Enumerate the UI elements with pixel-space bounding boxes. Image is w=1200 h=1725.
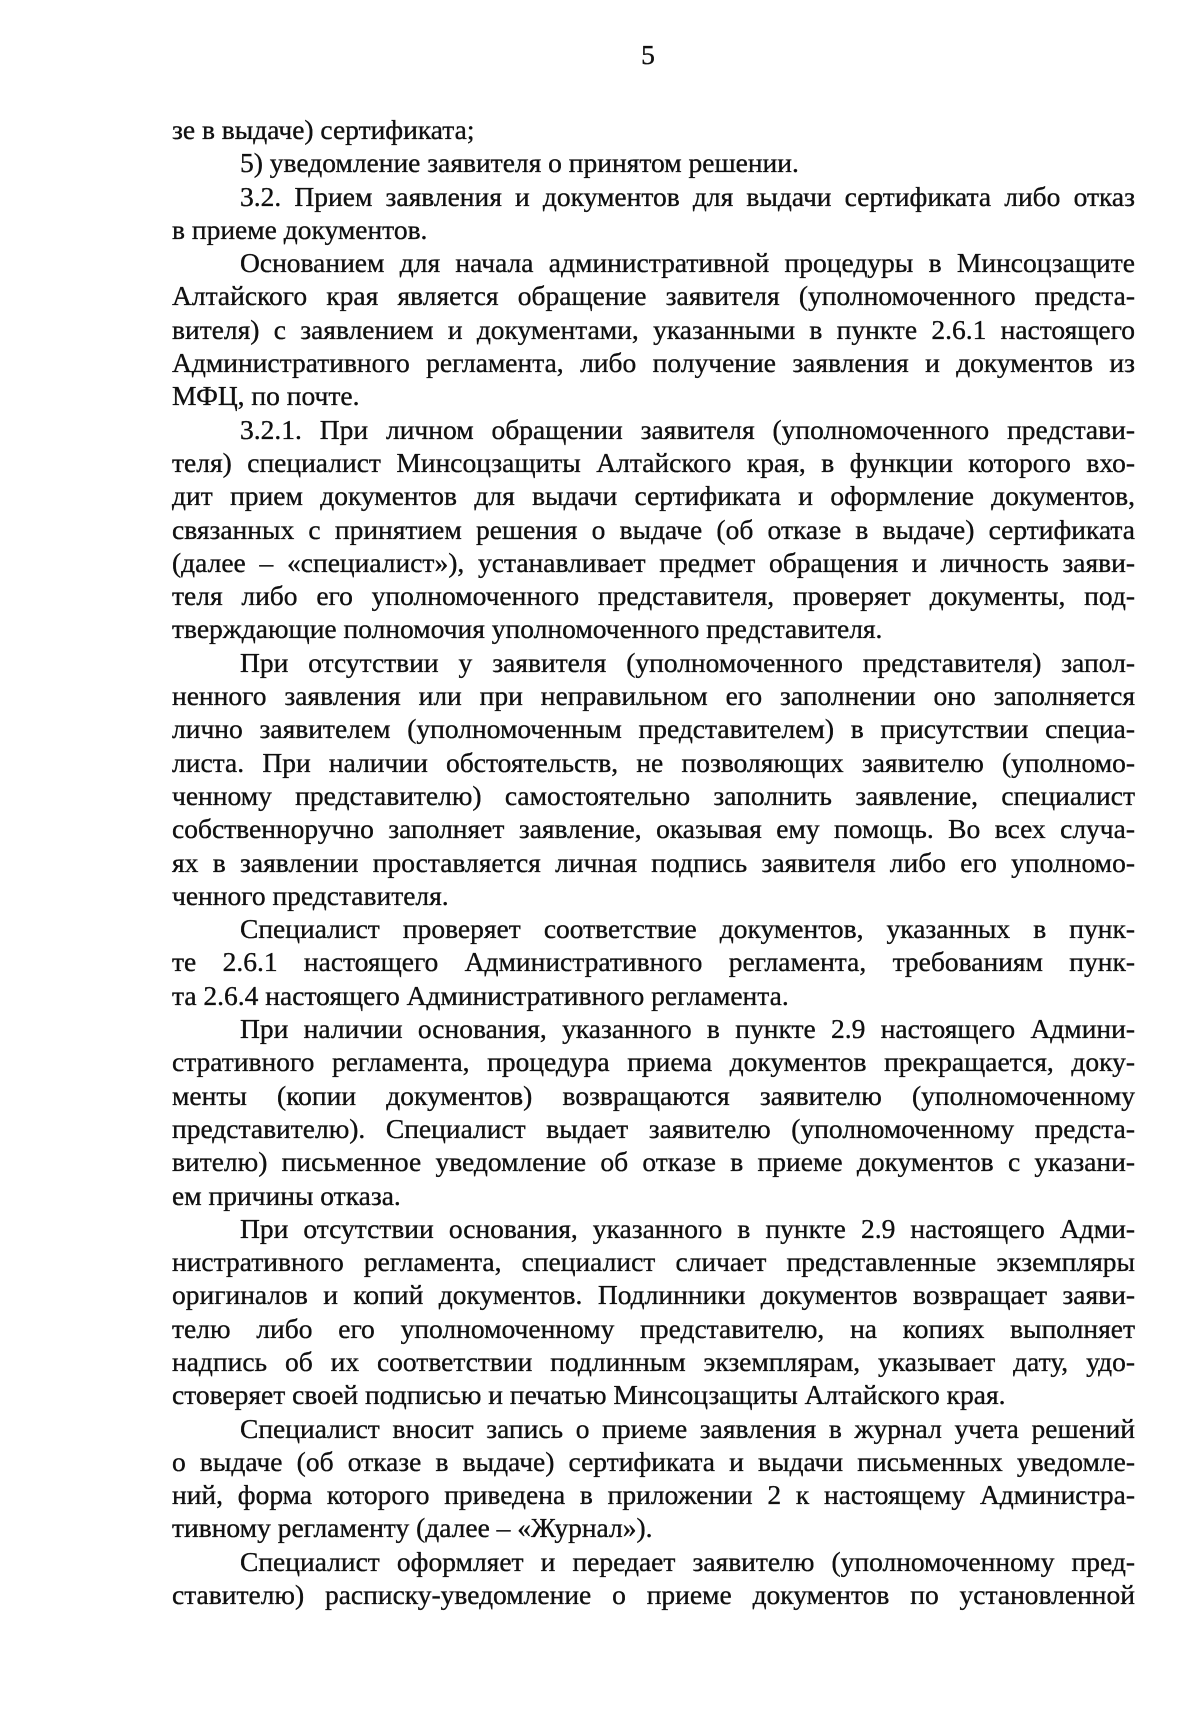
text-line: дит прием документов для выдачи сертификата и оформление документов,	[172, 480, 1135, 512]
text-line: ставителю) расписку-уведомление о приеме документов по установленной	[172, 1579, 1135, 1611]
text-line: МФЦ, по почте.	[172, 380, 360, 412]
text-line: зе в выдаче) сертификата;	[172, 114, 475, 145]
text-line: вителя) с заявлением и документами, указанными в пункте 2.6.1 настоящего	[172, 313, 1135, 345]
text-line: лично заявителем (уполномоченным представителем) в присутствии специа-	[172, 713, 1135, 745]
text-line: та 2.6.4 настоящего Административного регламента.	[172, 979, 789, 1011]
paragraph-document-verification	[172, 912, 1135, 1012]
section-3-2-heading	[172, 180, 1135, 247]
text-line: связанных с принятием решения о выдаче (об отказе в выдаче) сертификата	[172, 513, 1135, 545]
text-line: ченного представителя.	[172, 879, 449, 911]
text-line: теля) специалист Минсоцзащиты Алтайского края, в функции которого вхо-	[172, 446, 1135, 478]
paragraph-refusal-grounds	[172, 1012, 1135, 1212]
text-line: телю либо его уполномоченному представителю, на копиях выполняет	[172, 1312, 1135, 1344]
text-line: При наличии основания, указанного в пункте 2.9 настоящего Админи-	[240, 1013, 1135, 1045]
text-line: При отсутствии у заявителя (уполномоченного представителя) запол-	[240, 646, 1135, 678]
text-line: ненного заявления или при неправильном его заполнении оно заполняется	[172, 680, 1135, 712]
text-line: ний, форма которого приведена в приложении 2 к настоящему Администра-	[172, 1479, 1135, 1511]
page-number: 5	[641, 39, 655, 70]
text-line: 3.2.1. При личном обращении заявителя (уполномоченного представи-	[240, 413, 1135, 445]
text-line: собственноручно заполняет заявление, оказывая ему помощь. Во всех случа-	[172, 813, 1135, 845]
text-line: представителю). Специалист выдает заявителю (уполномоченному предста-	[172, 1112, 1135, 1144]
text-line: тивному регламенту (далее – «Журнал»).	[172, 1512, 653, 1544]
text-line: ях в заявлении проставляется личная подпись заявителя либо его уполномо-	[172, 846, 1135, 878]
text-line: менты (копии документов) возвращаются заявителю (уполномоченному	[172, 1079, 1135, 1111]
text-line: оригиналов и копий документов. Подлинники документов возвращает заяви-	[172, 1279, 1135, 1311]
paragraph-copy-certification	[172, 1212, 1135, 1412]
text-line: (далее – «специалист»), устанавливает предмет обращения и личность заяви-	[172, 546, 1135, 578]
text-line: Основанием для начала административной процедуры в Минсоцзащите	[240, 247, 1135, 279]
paragraph-procedure-grounds	[172, 246, 1135, 412]
text-line: Алтайского края является обращение заявителя (уполномоченного предста-	[172, 280, 1135, 312]
text-line: Специалист проверяет соответствие документов, указанных в пунк-	[240, 913, 1135, 945]
text-line: стративного регламента, процедура приема документов прекращается, доку-	[172, 1046, 1135, 1078]
paragraph-application-filling	[172, 646, 1135, 912]
text-line: 5) уведомление заявителя о принятом решении.	[240, 147, 799, 179]
text-line: 3.2. Прием заявления и документов для выдачи сертификата либо отказ	[240, 180, 1135, 212]
text-line: тверждающие полномочия уполномоченного представителя.	[172, 613, 883, 645]
text-line: нистративного регламента, специалист сличает представленные экземпляры	[172, 1246, 1135, 1278]
text-line: Специалист оформляет и передает заявителю (уполномоченному пред-	[240, 1545, 1135, 1577]
text-line: При отсутствии основания, указанного в пункте 2.9 настоящего Адми-	[240, 1212, 1135, 1244]
text-line: стоверяет своей подписью и печатью Минсоцзащиты Алтайского края.	[172, 1379, 1006, 1411]
text-line: о выдаче (об отказе в выдаче) сертификата и выдачи письменных уведомле-	[172, 1445, 1135, 1477]
text-line: теля либо его уполномоченного представителя, проверяет документы, под-	[172, 580, 1135, 612]
paragraph-continuation	[172, 113, 1135, 146]
text-line: в приеме документов.	[172, 213, 428, 245]
paragraph-journal-entry	[172, 1412, 1135, 1545]
subsection-3-2-1	[172, 413, 1135, 646]
text-line: ем причины отказа.	[172, 1179, 401, 1211]
text-line: вителю) письменное уведомление об отказе в приеме документов с указани-	[172, 1146, 1135, 1178]
list-item-5	[172, 146, 1135, 179]
paragraph-receipt-notice	[172, 1545, 1135, 1612]
text-line: Административного регламента, либо получение заявления и документов из	[172, 347, 1135, 379]
document-body	[172, 113, 1135, 1611]
text-line: надпись об их соответствии подлинным экземплярам, указывает дату, удо-	[172, 1345, 1135, 1377]
text-line: листа. При наличии обстоятельств, не позволяющих заявителю (уполномо-	[172, 746, 1135, 778]
text-line: те 2.6.1 настоящего Административного регламента, требованиям пунк-	[172, 946, 1135, 978]
text-line: Специалист вносит запись о приеме заявления в журнал учета решений	[240, 1412, 1135, 1444]
text-line: ченному представителю) самостоятельно заполнить заявление, специалист	[172, 779, 1135, 811]
